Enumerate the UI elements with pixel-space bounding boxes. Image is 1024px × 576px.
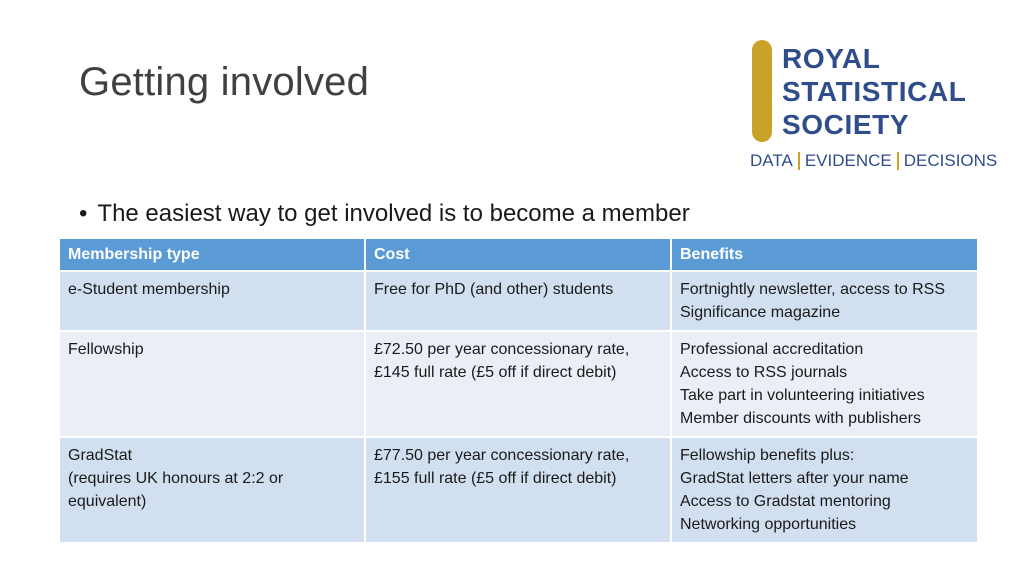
cell-line: (requires UK honours at 2:2 or <box>68 470 284 487</box>
tagline-separator <box>897 152 899 170</box>
cell-line: £77.50 per year concessionary rate, <box>374 447 630 464</box>
logo-line: SOCIETY <box>782 109 910 140</box>
header-membership-type: Membership type <box>60 239 365 271</box>
tagline-word: DATA <box>750 151 793 170</box>
cell-membership-type <box>60 271 365 331</box>
logo-line: ROYAL <box>782 43 881 74</box>
cell-line: Professional accreditation <box>680 341 864 358</box>
cell-membership-type <box>60 331 365 437</box>
cell-benefits <box>671 331 977 437</box>
cell-membership-type <box>60 437 365 543</box>
cell-line: GradStat letters after your name <box>680 470 909 487</box>
cell-line: e-Student membership <box>68 281 230 298</box>
table-row <box>60 437 977 543</box>
cell-line: equivalent) <box>68 493 147 510</box>
cell-line: £72.50 per year concessionary rate, <box>374 341 630 358</box>
cell-benefits <box>671 437 977 543</box>
rss-logo <box>748 38 998 178</box>
logo-wordmark <box>782 42 966 141</box>
table-header-row <box>60 239 977 271</box>
bullet-text: The easiest way to get involved is to become a member <box>97 200 690 227</box>
tagline-separator <box>798 152 800 170</box>
logo-line: STATISTICAL <box>782 76 967 107</box>
logo-tagline <box>750 151 997 171</box>
table-row <box>60 271 977 331</box>
slide-title: Getting involved <box>79 60 370 104</box>
cell-benefits <box>671 271 977 331</box>
cell-cost <box>365 271 671 331</box>
membership-table <box>60 239 977 544</box>
cell-cost <box>365 331 671 437</box>
cell-line: Access to RSS journals <box>680 364 848 381</box>
tagline-word: EVIDENCE <box>804 151 892 170</box>
cell-line: Member discounts with publishers <box>680 410 921 427</box>
table-row <box>60 331 977 437</box>
cell-line: Networking opportunities <box>680 516 857 533</box>
header-cost: Cost <box>365 239 671 271</box>
cell-line: Fellowship benefits plus: <box>680 447 855 464</box>
bullet-icon: • <box>79 200 88 227</box>
cell-line: Take part in volunteering initiatives <box>680 387 925 404</box>
cell-line: Significance magazine <box>680 304 841 321</box>
cell-line: Fellowship <box>68 341 144 358</box>
cell-line: Access to Gradstat mentoring <box>680 493 891 510</box>
logo-bar-icon <box>752 40 772 142</box>
cell-line: Free for PhD (and other) students <box>374 281 614 298</box>
cell-cost <box>365 437 671 543</box>
cell-line: £145 full rate (£5 off if direct debit) <box>374 364 617 381</box>
cell-line: Fortnightly newsletter, access to RSS <box>680 281 945 298</box>
tagline-word: DECISIONS <box>903 151 998 170</box>
bullet-point <box>79 200 690 228</box>
header-benefits: Benefits <box>671 239 977 271</box>
cell-line: GradStat <box>68 447 133 464</box>
cell-line: £155 full rate (£5 off if direct debit) <box>374 470 617 487</box>
